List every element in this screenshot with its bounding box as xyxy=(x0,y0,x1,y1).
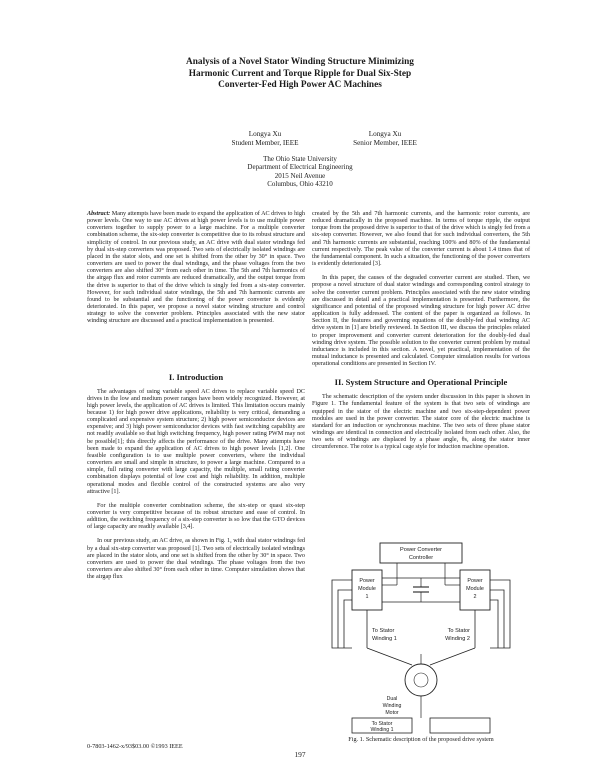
feeder-line xyxy=(490,590,504,648)
feeder-line xyxy=(344,600,352,648)
to-stator-1-label: Winding 1 xyxy=(372,636,397,642)
right-column xyxy=(312,211,530,452)
affiliation-line: Columbus, Ohio 43210 xyxy=(267,179,333,188)
title-line: Analysis of a Novel Stator Winding Structure Minimizing xyxy=(186,57,414,67)
section-1-heading: I. Introduction xyxy=(168,371,224,382)
author-name: Longya Xu xyxy=(368,130,402,138)
author-2 xyxy=(315,130,455,147)
module-2-label: Power xyxy=(467,578,483,584)
controller-label: Power Converter xyxy=(400,547,442,553)
motor-label: Dual xyxy=(386,696,398,702)
section-2-heading: II. System Structure and Operational Principle xyxy=(334,377,508,388)
left-column xyxy=(87,211,305,581)
stator-winding-label: To Stator xyxy=(371,721,393,727)
motor-rotor xyxy=(414,673,428,687)
author-position: Student Member, IEEE xyxy=(231,138,299,147)
affiliation-line: 2015 Neil Avenue xyxy=(274,171,326,180)
affiliation xyxy=(210,155,390,188)
figure-1-diagram xyxy=(312,540,530,735)
body-paragraph: The schematic description of the system under discussion in this paper is shown in Figure 1. The fundamental feature of the system is that two sets of windings are equipped in the stator of the electric machine and two six-step-dependent power modules are used in the power converter. The stator core of the electric machine is standard for an induction or synchronous machine. The two sets of three phase stator windings are identical in connection and electrically isolated from each other. Also, the two sets of windings are displaced by a phase angle, θs, along the stator inner circumference. The rotor is a typical cage style for induction machine operation. xyxy=(312,394,530,451)
body-paragraph: In this paper, the causes of the degraded converter current are studied. Then, we propose a novel structure of dual stator windings and corresponding control strategy to solve the converter current problem. Principles associated with the new stator winding are discussed in detail and a practical implementation is presented. Furthermore, the significance and potential of the proposed winding structure for high power AC drive application is fully addressed. The content of the paper is organized as follows. In Section II, the features and governing equations of the doubly-fed dual winding AC drive system in [1] are briefly reviewed. In Section III, we discuss the principles related to proper improvement and converter current deterioration for the doubly-fed dual winding drive system. The possible solution to the converter current problem by mutual inductance is included in this section. A novel, yet practical, implementation of the mutual inductance is presented and calculated. Computer simulation results for various operational conditions are presented in Section IV. xyxy=(312,275,530,368)
paper-title xyxy=(120,57,480,92)
intro-paragraph: In our previous study, an AC drive, as shown in Fig. 1, with dual stator windings fed by a dual six-step converter was proposed [1]. Two sets of electrically isolated windings are placed in the stator slots, and one set is shifted from the other by 30° in space. Two converters are used to power the dual windings. The phase voltages from the two converters are also shifted 30° from each other in time. Computer simulation shows that the airgap flux xyxy=(87,538,305,581)
feeder-line xyxy=(338,590,352,648)
title-line: Harmonic Current and Torque Ripple for Dual Six-Step xyxy=(188,68,412,79)
abstract-label: Abstract: xyxy=(87,211,111,217)
module-1-label: Power xyxy=(359,578,375,584)
author-name: Longya Xu xyxy=(248,130,282,138)
winding-feed xyxy=(367,648,412,665)
intro-paragraph: The advantages of using variable speed AC drives to replace variable speed DC drives in the low and medium power ranges have been widely recognized. However, at high power levels, the application of AC drives is limited. This limitation occurs mainly because 1) for high power drive applications, reliability is very critical, demanding a complicated and expensive system structure; 2) high power semiconductor devices are expensive; and 3) high power semiconductor devices with fast switching capability are not readily available so that high switching frequency, high power rating PWM may not be possible[1]; this directly affects the performance of the drive. Many attempts have been made to expand the application of AC drives to high power levels [1,2]. One feasible configuration is to use multiple power converters, where the individual converters are small and simple in structure, to power a large machine. Compared to a simple, full rating converter with large capacity, the multiple, small rating converter combination displays potential of low cost and high reliability. In addition, multiple operational modes and flexible control of the constructed systems are also very attractive [1]. xyxy=(87,388,305,495)
feeder-line xyxy=(490,600,498,648)
dual-winding-motor xyxy=(405,664,437,696)
winding-feed xyxy=(430,648,475,665)
stator-winding-box xyxy=(430,718,490,733)
abstract-text: Many attempts have been made to expand the application of AC drives to high power levels. One way to use AC drives at high power levels is to use multiple power converters together to supply power to a large machine. For a multiple converter combination scheme, the six-step converter is competitive due to its robust structure and simplicity of control. In our previous study, an AC drive with dual stator windings fed by dual six-step converters was proposed. Two sets of electrically isolated windings are placed in the stator slots, and one set is shifted from the other by 30° in space. Two converters are used to power the dual windings, and the phase voltages from the two converters are also shifted 30° from each other in time. The 5th and 7th harmonics of the airgap flux and rotor currents are reduced dramatically, and the output torque from the drive is superior to that of the drive which is singly fed from a six-step converter. However, for such individual stator windings, the 5th and 7th harmonic currents are found to be substantial and the functioning of the power converter is evidently deteriorated. In this paper, we propose a novel stator winding structure and control strategy to solve the converter problem. Principles associated with the new stator winding structure are discussed and a practical implementation is presented. xyxy=(87,211,305,325)
author-position: Senior Member, IEEE xyxy=(353,138,417,147)
controller-label: Controller xyxy=(408,555,434,561)
author-1 xyxy=(200,130,330,147)
module-1-label: Module xyxy=(358,586,376,592)
title-line: Converter-Fed High Power AC Machines xyxy=(218,80,382,90)
page-number: 197 xyxy=(294,750,306,759)
figure-caption: Fig. 1. Schematic description of the proposed drive system xyxy=(348,736,494,743)
body-paragraph: created by the 5th and 7th harmonic currents, and the harmonic rotor currents, are reduced dramatically in the proposed machine. In terms of torque ripple, the output torque from the proposed drive is superior to that of the drive which is singly fed from a six-step converter. However, we also found that for such individual converters, the 5th and 7th harmonic currents are substantial, reaching 100% and 80% of the fundamental current respectively. The peak value of the converter current is about 1.4 times that of the fundamental component. In such a situation, the functioning of the power converters is evidently deteriorated [3]. xyxy=(312,211,530,268)
stator-winding-label: Winding 1 xyxy=(370,727,394,733)
affiliation-line: Department of Electrical Engineering xyxy=(247,163,353,172)
module-2-label: Module xyxy=(466,586,484,592)
motor-label: Motor xyxy=(385,710,399,716)
motor-label: Winding xyxy=(382,703,402,709)
module-1-label: 1 xyxy=(365,594,369,600)
to-stator-1-label: To Stator xyxy=(372,628,395,634)
to-stator-2-label: To Stator xyxy=(447,628,470,634)
affiliation-line: The Ohio State University xyxy=(263,155,337,163)
intro-paragraph: For the multiple converter combination scheme, the six-step or quasi six-step converter is very competitive because of its robust structure and ease of control. In addition, the switching frequency of a six-step converter is so low that the GTO devices of large capacity are readily available [3,4]. xyxy=(87,502,305,531)
figure-1 xyxy=(312,540,530,735)
module-2-label: 2 xyxy=(473,594,477,600)
copyright-line: 0-7803-1462-x/93$03.00 ©1993 IEEE xyxy=(87,743,183,750)
abstract xyxy=(87,211,305,326)
to-stator-2-label: Winding 2 xyxy=(445,636,470,642)
